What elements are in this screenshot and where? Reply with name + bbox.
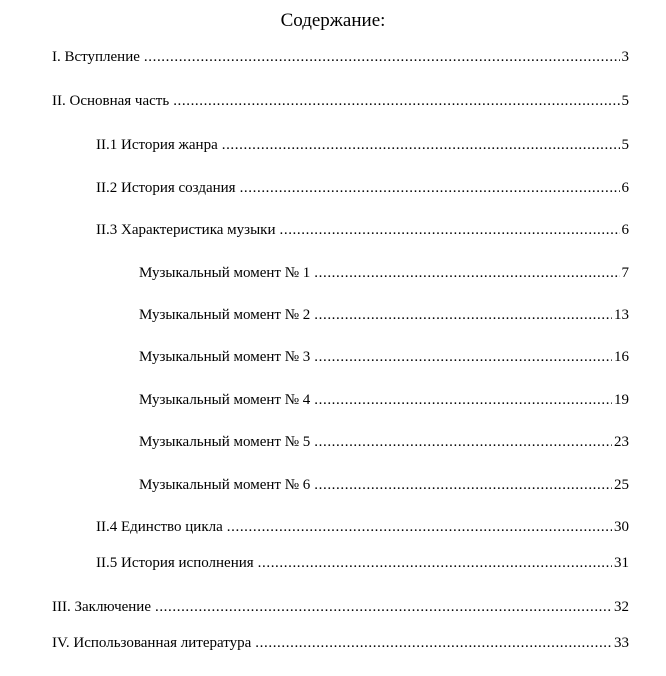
toc-leader-dots: [255, 632, 612, 654]
toc-leader-dots: [314, 389, 612, 411]
toc-entry-label: II.5 История исполнения: [96, 555, 254, 571]
toc-entry-moment-6: [139, 474, 629, 496]
toc-entry-label: III. Заключение: [52, 599, 151, 615]
toc-entry-page: 16: [614, 349, 629, 365]
toc-entry-page: 23: [614, 434, 629, 450]
toc-leader-dots: [314, 346, 612, 368]
toc-entry-moment-5: [139, 431, 629, 453]
toc-leader-dots: [314, 304, 612, 326]
toc-leader-dots: [280, 219, 620, 241]
toc-entry-moment-1: [139, 262, 629, 284]
toc-entry-label: Музыкальный момент № 1: [139, 265, 311, 281]
toc-entry-page: 5: [621, 137, 629, 153]
toc-entry-moment-4: [139, 389, 629, 411]
toc-entry-music-characteristics: [96, 219, 629, 241]
toc-leader-dots: [258, 552, 612, 574]
toc-entry-page: 3: [621, 49, 629, 65]
toc-entry-page: 6: [621, 180, 629, 196]
toc-entry-label: Музыкальный момент № 6: [139, 477, 311, 493]
toc-leader-dots: [144, 46, 620, 68]
toc-entry-label: Музыкальный момент № 4: [139, 392, 311, 408]
toc-leader-dots: [240, 177, 620, 199]
toc-entry-page: 30: [614, 519, 629, 535]
toc-entry-label: II. Основная часть: [52, 93, 170, 109]
toc-entry-label: II.1 История жанра: [96, 137, 218, 153]
toc-entry-label: Музыкальный момент № 3: [139, 349, 311, 365]
toc-leader-dots: [314, 262, 619, 284]
toc-entry-creation-history: [96, 177, 629, 199]
toc-entry-references: [52, 632, 629, 654]
toc-entry-main-part: [52, 90, 629, 112]
toc-entry-label: Музыкальный момент № 5: [139, 434, 311, 450]
toc-entry-introduction: [52, 46, 629, 68]
toc-entry-label: Музыкальный момент № 2: [139, 307, 311, 323]
toc-leader-dots: [173, 90, 619, 112]
toc-entry-label: II.3 Характеристика музыки: [96, 222, 276, 238]
toc-entry-page: 7: [621, 265, 629, 281]
toc-entry-label: II.2 История создания: [96, 180, 236, 196]
toc-entry-cycle-unity: [96, 516, 629, 538]
toc-entry-moment-3: [139, 346, 629, 368]
toc-leader-dots: [314, 474, 612, 496]
toc-entry-page: 6: [621, 222, 629, 238]
toc-entry-page: 31: [614, 555, 629, 571]
toc-leader-dots: [314, 431, 612, 453]
toc-entry-label: IV. Использованная литература: [52, 635, 252, 651]
toc-entry-page: 19: [614, 392, 629, 408]
toc-entry-performance-history: [96, 552, 629, 574]
toc-entry-moment-2: [139, 304, 629, 326]
toc-leader-dots: [227, 516, 612, 538]
toc-entry-label: II.4 Единство цикла: [96, 519, 223, 535]
toc-entry-page: 5: [621, 93, 629, 109]
toc-entry-label: I. Вступление: [52, 49, 140, 65]
toc-title: Содержание:: [280, 10, 386, 31]
toc-entry-page: 32: [614, 599, 629, 615]
toc-entry-genre-history: [96, 134, 629, 156]
toc-entry-conclusion: [52, 596, 629, 618]
toc-entry-page: 25: [614, 477, 629, 493]
toc-leader-dots: [222, 134, 620, 156]
toc-entry-page: 13: [614, 307, 629, 323]
toc-entry-page: 33: [614, 635, 629, 651]
toc-leader-dots: [155, 596, 612, 618]
